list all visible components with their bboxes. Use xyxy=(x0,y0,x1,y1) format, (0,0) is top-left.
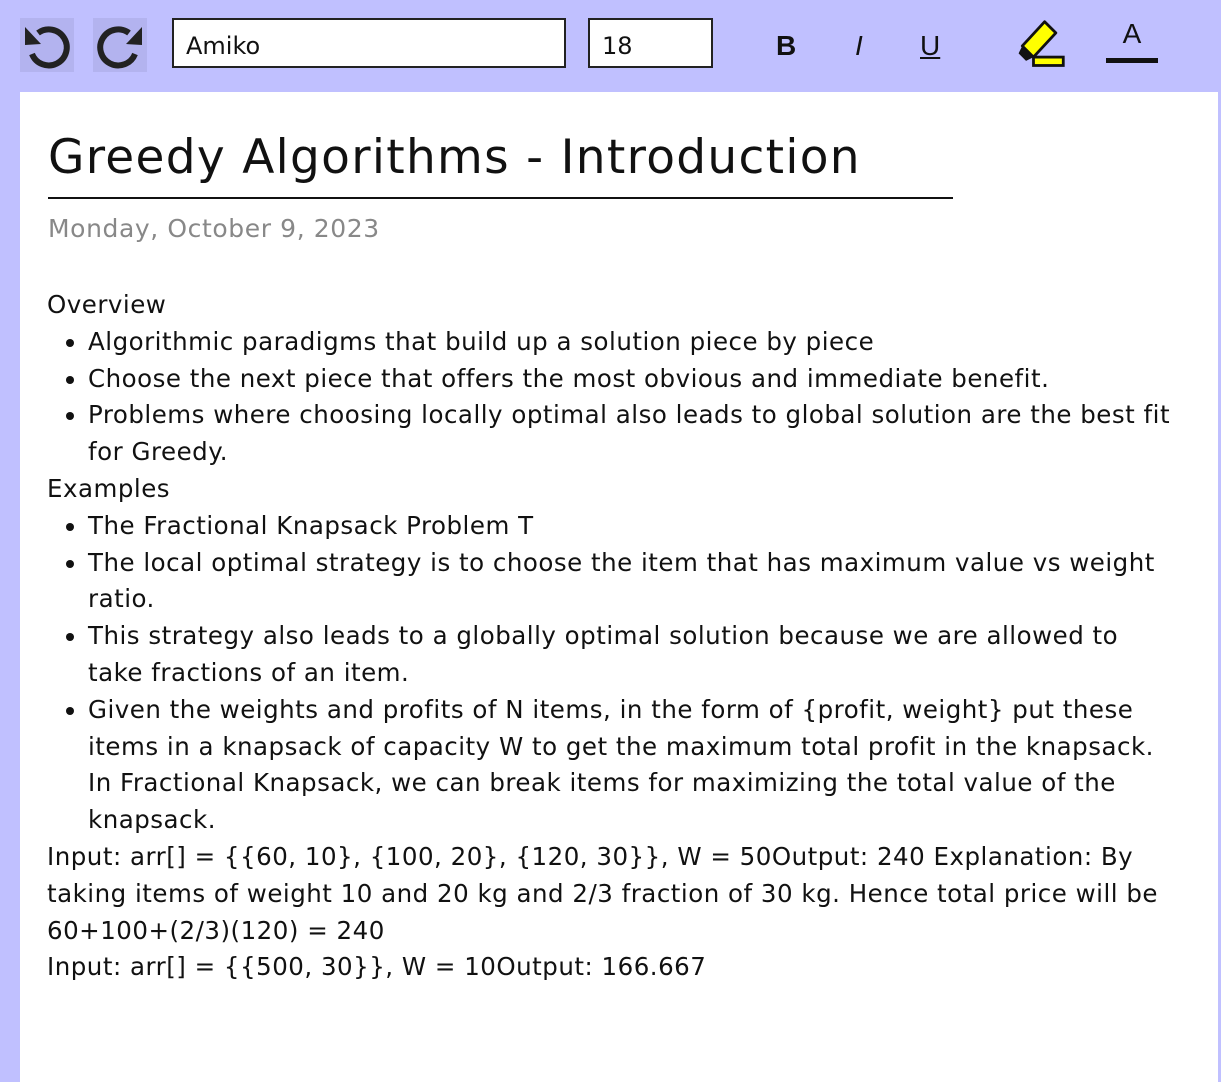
list-item: • Choose the next piece that offers the most obvious and immediate benefit. xyxy=(88,361,1177,398)
section-heading-overview: Overview xyxy=(47,290,167,319)
redo-icon xyxy=(93,18,147,72)
title-divider xyxy=(48,197,953,199)
text-color-icon: A xyxy=(1122,17,1142,49)
list-item: • The Fractional Knapsack Problem T xyxy=(88,508,1177,545)
highlighter-icon xyxy=(1013,18,1067,72)
list-item: • This strategy also leads to a globally optimal solution because we are allowed to take fractions of an item. xyxy=(88,618,1177,692)
text-color-button[interactable] xyxy=(1103,18,1161,72)
undo-icon xyxy=(20,18,74,72)
note-page[interactable] xyxy=(20,92,1218,1082)
font-name-input[interactable]: Amiko xyxy=(172,18,566,68)
bold-button[interactable]: B xyxy=(776,30,797,61)
italic-button[interactable]: I xyxy=(855,30,863,61)
example-paragraph: Input: arr[] = {{500, 30}}, W = 10Output: 166.667 xyxy=(47,952,707,982)
toolbar xyxy=(0,0,1221,92)
list-item: • Given the weights and profits of N items, in the form of {profit, weight} put these items in a knapsack of capacity W to get the maximum total profit in the knapsack. In Fractional Knapsack, we can break items for maximizing the total value of the knapsack. xyxy=(88,692,1177,839)
section-heading-examples: Examples xyxy=(47,473,171,503)
example-paragraph: Input: arr[] = {{60, 10}, {100, 20}, {120, 30}}, W = 50Output: 240 Explanation: By taking items of weight 10 and 20 kg and 2/3 fraction of 30 kg. Hence total price will be 60+100+(2/3)(120) = 240 xyxy=(47,841,1158,945)
page-title[interactable]: Greedy Algorithms - Introduction xyxy=(48,130,861,185)
note-body[interactable] xyxy=(47,287,1177,986)
font-size-input[interactable]: 18 xyxy=(588,18,713,68)
text-color-swatch xyxy=(1106,58,1158,63)
list-item: • Algorithmic paradigms that build up a solution piece by piece xyxy=(88,324,1177,361)
examples-list xyxy=(47,508,1177,839)
redo-button[interactable] xyxy=(93,18,147,72)
list-item: • Problems where choosing locally optimal also leads to global solution are the best fit for Greedy. xyxy=(88,397,1177,471)
list-item: • The local optimal strategy is to choose the item that has maximum value vs weight ratio. xyxy=(88,545,1177,619)
undo-button[interactable] xyxy=(20,18,74,72)
overview-list xyxy=(47,324,1177,471)
highlight-button[interactable] xyxy=(1013,18,1067,72)
note-date: Monday, October 9, 2023 xyxy=(48,214,380,243)
underline-button[interactable]: U xyxy=(920,30,941,61)
